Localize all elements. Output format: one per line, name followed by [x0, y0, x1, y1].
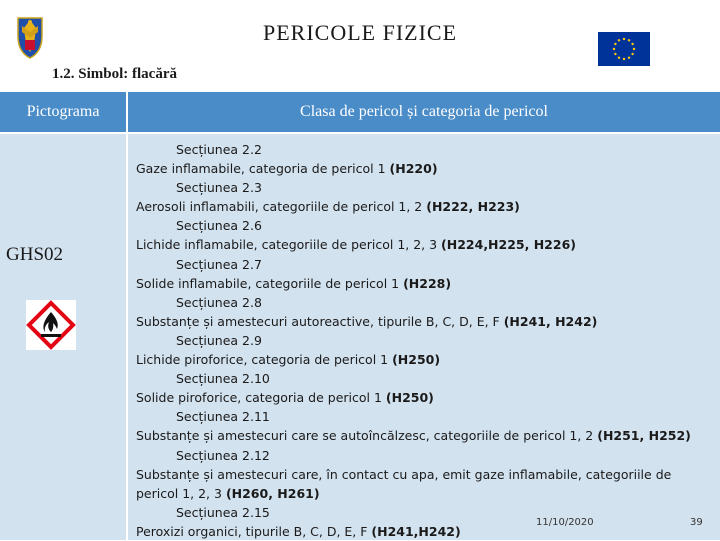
line-text: Secțiunea 2.9 [176, 332, 262, 348]
eu-flag-icon [598, 32, 650, 66]
line-text: Secțiunea 2.3 [176, 180, 262, 196]
section-heading [136, 255, 716, 274]
hazard-description [136, 350, 716, 369]
line-text: Secțiunea 2.15 [176, 504, 270, 520]
hazard-description [136, 274, 716, 293]
section-heading [136, 140, 716, 159]
line-text: Gaze inflamabile, categoria de pericol 1 [136, 161, 390, 177]
ghs-code: GHS02 [6, 244, 64, 265]
section-heading [136, 369, 716, 388]
pictogram-cell [0, 134, 126, 540]
hazard-codes: (H250) [385, 390, 434, 406]
hazard-description [136, 312, 716, 331]
header-hazard-class: Clasa de pericol și categoria de pericol [128, 92, 720, 132]
hazard-codes: (H220) [389, 161, 438, 177]
line-text: Secțiunea 2.10 [176, 371, 270, 387]
hazard-description [136, 465, 716, 484]
footer-date: 11/10/2020 [536, 517, 594, 528]
section-heading [136, 407, 716, 426]
section-heading [136, 331, 716, 350]
line-text: Solide piroforice, categoria de pericol 1 [136, 390, 386, 406]
line-text: Secțiunea 2.12 [176, 447, 270, 463]
line-text: Solide inflamabile, categoriile de pericol 1 [136, 275, 404, 291]
section-heading [136, 178, 716, 197]
header-pictogram: Pictograma [0, 92, 126, 132]
hazard-description [136, 235, 716, 254]
line-text: Secțiunea 2.7 [176, 256, 262, 272]
page-title: PERICOLE FIZICE [262, 20, 458, 45]
line-text: pericol 1, 2, 3 [136, 485, 226, 501]
hazard-codes: (H241, H242) [503, 313, 598, 329]
section-heading [136, 293, 716, 312]
section-heading [136, 216, 716, 235]
hazard-description [136, 159, 716, 178]
hazard-description [136, 426, 716, 445]
line-text: Aerosoli inflamabili, categoriile de pericol 1, 2 [136, 199, 427, 215]
hazard-description [136, 388, 716, 407]
line-text: Lichide inflamabile, categoriile de pericol 1, 2, 3 [136, 237, 442, 253]
section-subtitle: 1.2. Simbol: flacără [52, 66, 177, 82]
hazard-description [136, 484, 716, 503]
line-text: Secțiunea 2.6 [176, 218, 262, 234]
line-text: Lichide piroforice, categoria de pericol 1 [136, 352, 393, 368]
line-text: Peroxizi organici, tipurile B, C, D, E, F [136, 523, 372, 539]
hazard-codes: (H251, H252) [597, 428, 691, 444]
hazard-codes: (H222, H223) [426, 199, 520, 215]
hazard-codes: (H228) [403, 275, 452, 291]
hazard-description [136, 197, 716, 216]
hazard-codes: (H250) [392, 352, 441, 368]
section-heading [136, 503, 716, 522]
line-text: Secțiunea 2.11 [176, 409, 270, 425]
hazard-lines [136, 140, 716, 541]
hazard-codes: (H260, H261) [225, 485, 320, 501]
flame-pictogram-icon [26, 300, 76, 350]
page-number: 39 [690, 517, 703, 528]
hazard-codes: (H224,H225, H226) [441, 237, 576, 253]
line-text: Secțiunea 2.8 [176, 294, 262, 310]
hazard-codes: (H241,H242) [371, 523, 461, 539]
line-text: Substanțe și amestecuri care se autoîncălzesc, categoriile de pericol 1, 2 [136, 428, 598, 444]
hazard-description [136, 522, 716, 541]
line-text: Substanțe și amestecuri autoreactive, tipurile B, C, D, E, F [136, 313, 504, 329]
line-text: Secțiunea 2.2 [176, 142, 262, 157]
section-heading [136, 446, 716, 465]
line-text: Substanțe și amestecuri care, în contact cu apa, emit gaze inflamabile, categoriile de [136, 466, 672, 482]
